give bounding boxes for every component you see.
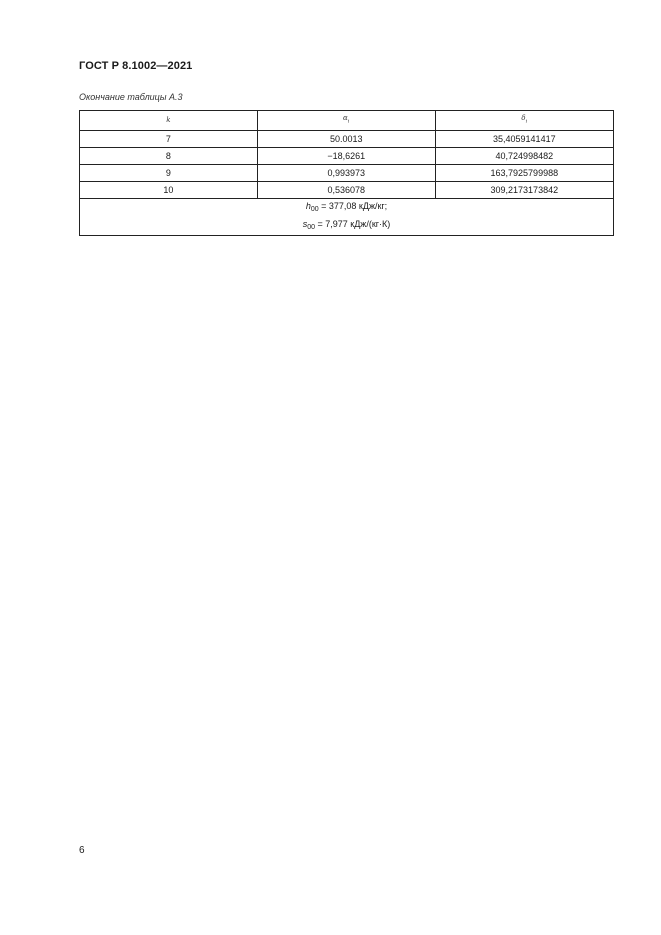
table-row bbox=[80, 165, 614, 182]
document-header: ГОСТ Р 8.1002—2021 bbox=[79, 60, 193, 72]
table-caption: Окончание таблицы А.3 bbox=[79, 92, 183, 102]
cell-k: 9 bbox=[80, 165, 258, 182]
footer-line-s00: $s_{00} = 7,977$ кДж/(кг·К) bbox=[302, 219, 391, 231]
cell-alpha: −18,6261 bbox=[257, 148, 435, 165]
cell-alpha: 0,536078 bbox=[257, 182, 435, 199]
cell-alpha: 50.0013 bbox=[257, 131, 435, 148]
column-header-alpha: $\alpha_i$ bbox=[257, 111, 435, 131]
cell-delta: 35,4059141417 bbox=[435, 131, 613, 148]
table-row bbox=[80, 148, 614, 165]
table-footer-row bbox=[80, 199, 614, 236]
cell-delta: 40,724998482 bbox=[435, 148, 613, 165]
cell-alpha: 0,993973 bbox=[257, 165, 435, 182]
table-row bbox=[80, 182, 614, 199]
cell-k: 8 bbox=[80, 148, 258, 165]
column-header-k: k bbox=[80, 111, 258, 131]
column-header-delta: $\delta_i$ bbox=[435, 111, 613, 131]
cell-delta: 163,7925799988 bbox=[435, 165, 613, 182]
page-number: 6 bbox=[79, 845, 85, 856]
table-row bbox=[80, 131, 614, 148]
cell-delta: 309,2173173842 bbox=[435, 182, 613, 199]
footer-line-h00: $h_{00} = 377,08$ кДж/кг; bbox=[305, 201, 388, 213]
table-header-row bbox=[80, 111, 614, 131]
data-table bbox=[79, 110, 614, 236]
cell-k: 7 bbox=[80, 131, 258, 148]
cell-k: 10 bbox=[80, 182, 258, 199]
footer-cell bbox=[80, 199, 614, 236]
